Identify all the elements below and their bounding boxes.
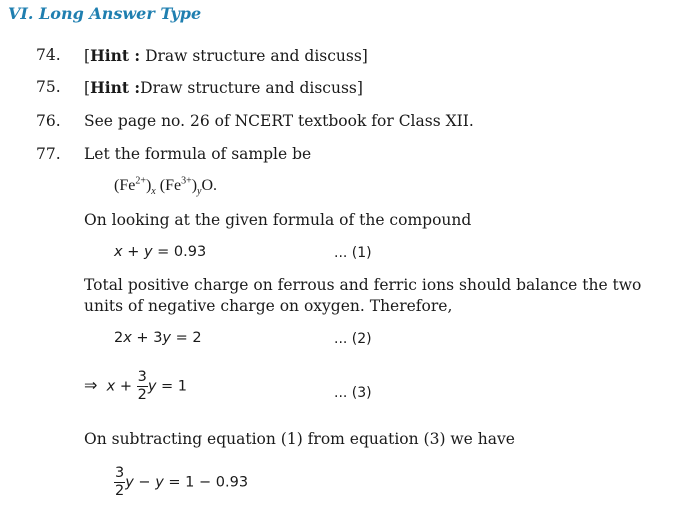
equation-1-ref: ... (1) (334, 245, 372, 261)
bracket-open: [ (84, 79, 91, 97)
bracket-open: [ (84, 47, 91, 65)
question-number-75: 75. (36, 78, 61, 96)
question-number-76: 76. (36, 112, 61, 130)
charge-text-line2: units of negative charge on oxygen. Therefore, (84, 297, 453, 315)
section-heading: VI. Long Answer Type (8, 4, 202, 23)
equation-4: $\frac{3}{2}$ y − y = 1 − 0.93 (115, 465, 249, 499)
question-number-74: 74. (36, 46, 61, 64)
answer-75 (84, 78, 363, 97)
question-number-77: 77. (36, 145, 61, 163)
hint-label: Hint : (90, 46, 141, 65)
subtract-text: On subtracting equation (1) from equation (3) we have (84, 430, 515, 448)
equation-2-ref: ... (2) (334, 331, 372, 347)
looking-text: On looking at the given formula of the compound (84, 211, 472, 229)
answer-74 (84, 46, 368, 65)
hint-text: Draw structure and discuss] (140, 47, 368, 65)
answer-77-intro: Let the formula of sample be (84, 145, 312, 163)
hint-text: Draw structure and discuss] (140, 79, 363, 97)
formula-sample: $(Fe^{2+})_x$ $(Fe^{3+})_yO$. (114, 175, 218, 198)
equation-3-ref: ... (3) (334, 385, 372, 401)
equation-1: x + y = 0.93 (114, 244, 207, 260)
charge-text-line1: Total positive charge on ferrous and ferric ions should balance the two (84, 276, 642, 294)
equation-2: 2x + 3y = 2 (114, 330, 202, 346)
implies-icon: ⇒ (84, 375, 98, 395)
answer-76: See page no. 26 of NCERT textbook for Class XII. (84, 112, 474, 130)
hint-label: Hint : (90, 78, 141, 97)
equation-3: ⇒ x + $\frac{3}{2}$ y = 1 (84, 369, 188, 403)
